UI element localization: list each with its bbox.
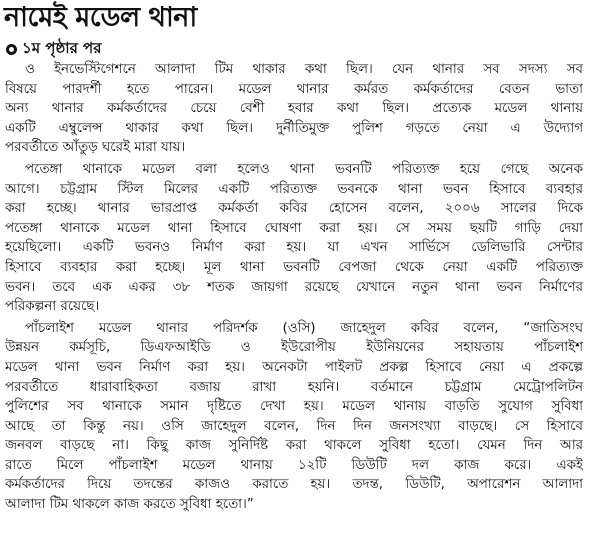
article-body [5, 60, 583, 517]
text-line: কর্মকর্তাদের দিয়ে তদন্তের কাজও করাতে হয়। তদন্ত, ডিউটি, অপারেশন আলাদা [5, 477, 583, 493]
headline: নামেই মডেল থানা [4, 2, 197, 33]
text-line: পরবর্তীতে ধারাবাহিকতা বজায় রাখা হয়নি। বর্তমানে চট্টগ্রাম মেট্রোপলিটন [5, 379, 583, 395]
text-line: রাতে মিলে পাঁচলাইশ মডেল থানায় ১২টি ডিউটি দল কাজ করে। একই [5, 457, 583, 473]
text-line: অন্য থানার কর্মকর্তাদের চেয়ে বেশী হবার কথা ছিল। প্রত্যেক মডেল থানায় [5, 101, 583, 117]
paragraph-3 [5, 319, 583, 515]
text-line: আছে তা কিন্তু নয়। ওসি জাহেদুল বলেন, দিন দিন জনসংখ্যা বাড়ছে। সে হিসাবে [5, 418, 583, 434]
text-line: জনবল বাড়ছে না। কিছু কাজ সুনির্দিষ্ট করা থাকলে সুবিধা হতো। যেমন দিন আর [5, 438, 583, 454]
text-line: ও ইনভেস্টিগেশনে আলাদা টিম থাকার কথা ছিল। যেন থানার সব সদস্য সব [25, 62, 583, 77]
text-line: পরবর্তীতে আঁতুড় ঘরেই মারা যায়। [5, 140, 186, 156]
text-line: একটি এম্বুলেন্স থাকার কথা ছিল। দুর্নীতিমুক্ত পুলিশ গড়তে নেয়া এ উদ্যোগ [5, 120, 583, 136]
text-line: পাঁচলাইশ মডেল থানার পরিদর্শক (ওসি) জাহেদুল কবির বলেন, “জাতিসংঘ [25, 320, 583, 336]
text-line: আগে। চট্টগ্রাম স্টিল মিলের একটি পরিত্যক্ত ভবনকে থানা ভবন হিসাবে ব্যবহার [5, 181, 583, 197]
paragraph-2 [5, 160, 583, 317]
text-line: পতেঙ্গা থানাকে মডেল বলা হলেও থানা ভবনটি পরিত্যক্ত হয়ে গেছে অনেক [25, 161, 583, 177]
text-line: হয়েছিলো। একটি ভবনও নির্মাণ করা হয়। যা এখন সার্ভিসে ডেলিভারি সেন্টার [5, 240, 583, 256]
paragraph-1 [5, 60, 583, 158]
bullet-icon [6, 44, 17, 55]
text-line: উন্নয়ন কর্মসূচি, ডিএফআইডি ও ইউরোপীয় ইউনিয়নের সহায়তায় পাঁচলাইশ [5, 340, 583, 356]
text-line: হিসাবে ব্যবহার করা হচ্ছে। মূল থানা ভবনটি বেপজা থেকে নেয়া একটি পরিত্যক্ত [5, 259, 583, 275]
text-line: বিষয়ে পারদর্শী হতে পারেন। মডেল থানার কর্মরত কর্মকর্তাদের বেতন ভাতা [5, 81, 583, 97]
continued-from-label [6, 39, 102, 59]
text-line: পতেঙ্গা থানাকে মডেল থানা হিসাবে ঘোষণা করা হয়। সে সময় ছয়টি গাড়ি দেয়া [5, 220, 583, 236]
text-line: মডেল থানা ভবন নির্মাণ করা হয়। অনেকটা পাইলট প্রকল্প হিসাবে নেয়া এ প্রকল্পে [5, 359, 583, 375]
text-line: পরিকল্পনা রয়েছে। [5, 299, 100, 315]
continued-from-text: ১ম পৃষ্ঠার পর [22, 38, 102, 57]
text-line: আলাদা টিম থাকলে কাজ করতে সুবিধা হতো।” [5, 497, 254, 513]
text-line: করা হচ্ছে। থানার ভারপ্রাপ্ত কর্মকর্তা কবির হোসেন বলেন, ২০০৬ সালের দিকে [5, 201, 583, 217]
text-line: পুলিশের সব থানাকে সমান দৃষ্টিতে দেখা হয়। মডেল থানায় বাড়তি সুযোগ সুবিধা [5, 399, 583, 415]
text-line: ভবন। তবে এক একর ৩৮ শতক জায়গা রয়েছে যেখানে নতুন থানা ভবন নির্মাণের [5, 279, 583, 295]
